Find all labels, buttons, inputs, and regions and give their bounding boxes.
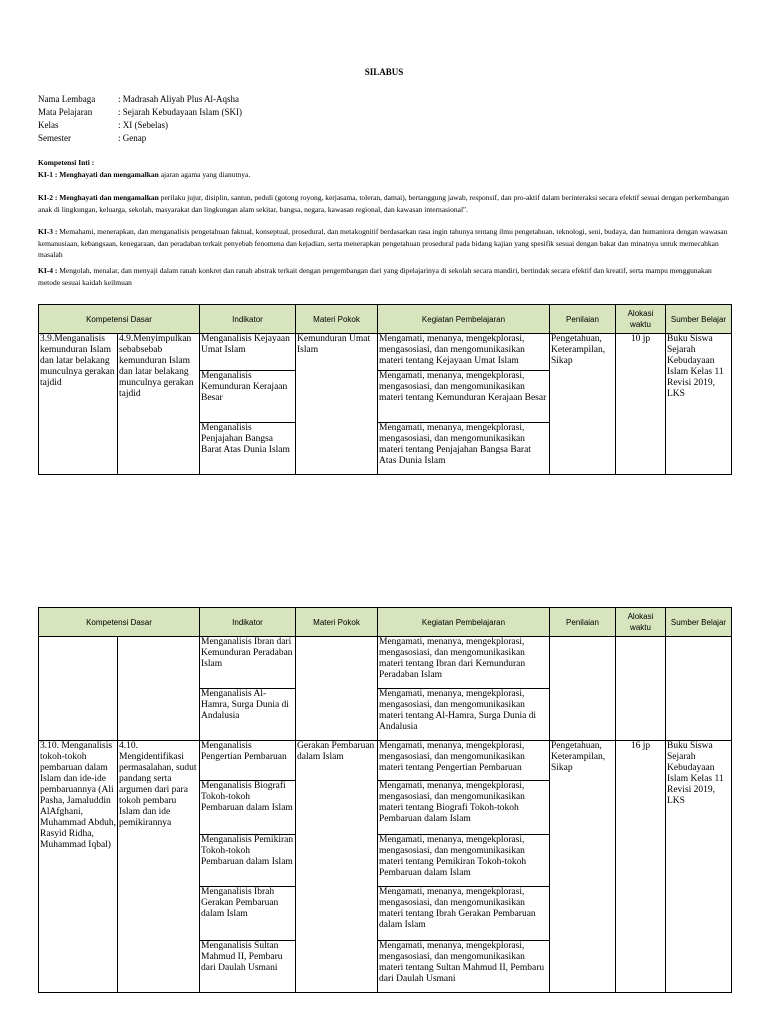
ki-text: perilaku jujur, disiplin, santun, peduli (gotong royong, kerjasama, toleran, damai), bertanggung jawab, responsif, dan pro-aktif dalam berinteraksi secara efektif sesuai dengan perkembangan anak di lingkungan, keluarga, sekolah, masyarakat dan lingkungan alam sekitar, bangsa, negara, kawasan regional, dan kawasan internasional". (38, 193, 729, 214)
header-sumber: Sumber Belajar (666, 608, 732, 637)
kd-4-cell (118, 637, 200, 741)
header-penilaian: Penilaian (550, 608, 616, 637)
kegiatan-cell: Mengamati, menanya, mengekplorasi, mengasosiasi, dan mengomunikasikan materi tentang Kemunduran Kerajaan Besar (378, 371, 550, 423)
kompetensi-inti-section (38, 157, 730, 180)
kegiatan-cell: Mengamati, menanya, mengekplorasi, mengasosiasi, dan mengomunikasikan materi tentang Al-Hamra, Surga Dunia di Andalusia (378, 689, 550, 741)
kegiatan-cell: Mengamati, menanya, mengekplorasi, mengasosiasi, dan mengomunikasikan materi tentang Kejayaan Umat Islam (378, 334, 550, 371)
indikator-cell: Menganalisis Ibrah Gerakan Pembaruan dalam Islam (200, 887, 296, 941)
syllabus-table-2 (38, 607, 732, 993)
table-header-row (39, 305, 732, 334)
identity-block (38, 93, 242, 145)
indikator-cell: Menganalisis Biografi Tokoh-tokoh Pembaruan dalam Islam (200, 781, 296, 835)
info-label: Kelas (38, 120, 59, 130)
sumber-cell: Buku Siswa Sejarah Kebudayaan Islam Kelas 11 Revisi 2019, LKS (666, 741, 732, 993)
kompetensi-inti-heading: Kompetensi Inti : (38, 158, 95, 167)
ki-text: ajaran agama yang dianutnya. (158, 169, 251, 179)
indikator-cell: Menganalisis Pemikiran Tokoh-tokoh Pembaruan dalam Islam (200, 835, 296, 887)
ki-2 (38, 192, 730, 215)
header-kegiatan: Kegiatan Pembelajaran (378, 608, 550, 637)
header-indikator: Indikator (200, 608, 296, 637)
info-value: : Madrasah Aliyah Plus Al-Aqsha (118, 94, 239, 104)
ki-label: KI-1 : Menghayati dan mengamalkan (38, 169, 159, 179)
indikator-cell: Menganalisis Kemunduran Kerajaan Besar (200, 371, 296, 423)
info-label: Nama Lembaga (38, 94, 96, 104)
info-value: : Sejarah Kebudayaan Islam (SKI) (118, 107, 242, 117)
ki-text: Memahami, menerapkan, dan menganalisis pengetahuan faktual, konseptual, prosedural, dan metakognitif berdasarkan rasa ingin tahunya tentang ilmu pengetahuan, teknologi, seni, budaya, dan humaniora dengan wawasan kemanusiaan, kebangsaan, kenegaraan, dan peradaban terkait penyebab fenomena dan kejadian, serta menerapkan pengetahuan prosedural pada bidang kajian yang spesifik sesuai dengan bakat dan minatnya untuk memecahkan masalah (38, 227, 728, 259)
header-kompetensi-dasar: Kompetensi Dasar (39, 608, 200, 637)
indikator-cell: Menganalisis Ibran dari Kemunduran Peradaban Islam (200, 637, 296, 689)
alokasi-cell (616, 637, 666, 741)
info-label: Mata Pelajaran (38, 107, 93, 117)
info-row-lembaga (38, 93, 242, 106)
indikator-cell: Menganalisis Al-Hamra, Surga Dunia di Andalusia (200, 689, 296, 741)
penilaian-cell: Pengetahuan, Keterampilan, Sikap (550, 741, 616, 993)
ki-1 (38, 169, 730, 181)
info-label: Semester (38, 133, 71, 143)
info-value: : Genap (118, 133, 147, 143)
header-kegiatan: Kegiatan Pembelajaran (378, 305, 550, 334)
kegiatan-cell: Mengamati, menanya, mengekplorasi, mengasosiasi, dan mengomunikasikan materi tentang Penjajahan Bangsa Barat Atas Dunia Islam (378, 423, 550, 475)
header-sumber: Sumber Belajar (666, 305, 732, 334)
kegiatan-cell: Mengamati, menanya, mengekplorasi, mengasosiasi, dan mengomunikasikan materi tentang Biografi Tokoh-tokoh Pembaruan dalam Islam (378, 781, 550, 835)
kegiatan-cell: Mengamati, menanya, mengekplorasi, mengasosiasi, dan mengomunikasikan materi tentang Pemikiran Tokoh-tokoh Pembaruan dalam Islam (378, 835, 550, 887)
kegiatan-cell: Mengamati, menanya, mengekplorasi, mengasosiasi, dan mengomunikasikan materi tentang Sultan Mahmud II, Pembaru dari Daulah Usmani (378, 941, 550, 993)
kegiatan-cell: Mengamati, menanya, mengekplorasi, mengasosiasi, dan mengomunikasikan materi tentang Ibrah Gerakan Pembaruan dalam Islam (378, 887, 550, 941)
info-row-semester (38, 132, 242, 145)
header-materi-pokok: Materi Pokok (296, 305, 378, 334)
table-header-row (39, 608, 732, 637)
alokasi-cell: 10 jp (616, 334, 666, 475)
indikator-cell: Menganalisis Penjajahan Bangsa Barat Atas Dunia Islam (200, 423, 296, 475)
kd-3-cell: 3.9.Menganalisis kemunduran Islam dan latar belakang munculnya gerakan tajdid (39, 334, 118, 475)
kd-4-cell: 4.9.Menyimpulkan sebabsebab kemunduran Islam dan latar belakang munculnya gerakan tajdid (118, 334, 200, 475)
document-title: SILABUS (364, 67, 404, 77)
indikator-cell: Menganalisis Pengertian Pembaruan (200, 741, 296, 781)
materi-cell: Gerakan Pembaruan dalam Islam (296, 741, 378, 993)
table-row (39, 334, 732, 371)
materi-cell (296, 637, 378, 741)
kd-3-cell: 3.10. Menganalisis tokoh-tokoh pembaruan dalam Islam dan ide-ide pembaruannya (Ali Pasha, Jamaluddin AlAfghani, Muhammad Abduh, Rasyid Ridha, Muhammad Iqbal) (39, 741, 118, 993)
kd-4-cell: 4.10. Mengidentifikasi permasalahan, sudut pandang serta argumen dari para tokoh pembaru Islam dan ide pemikirannya (118, 741, 200, 993)
penilaian-cell: Pengetahuan, Keterampilan, Sikap (550, 334, 616, 475)
ki-label: KI-4 : (38, 266, 58, 275)
header-indikator: Indikator (200, 305, 296, 334)
indikator-cell: Menganalisis Kejayaan Umat Islam (200, 334, 296, 371)
materi-cell: Kemunduran Umat Islam (296, 334, 378, 475)
indikator-cell: Menganalisis Sultan Mahmud II, Pembaru dari Daulah Usmani (200, 941, 296, 993)
sumber-cell: Buku Siswa Sejarah Kebudayaan Islam Kelas 11 Revisi 2019, LKS (666, 334, 732, 475)
sumber-cell (666, 637, 732, 741)
header-alokasi: Alokasi waktu (616, 608, 666, 637)
kd-3-cell (39, 637, 118, 741)
syllabus-table-1 (38, 304, 732, 475)
kegiatan-cell: Mengamati, menanya, mengekplorasi, mengasosiasi, dan mengomunikasikan materi tentang Ibran dari Kemunduran Peradaban Islam (378, 637, 550, 689)
ki-3 (38, 226, 730, 261)
ki-text: Mengolah, menalar, dan menyaji dalam ranah konkret dan ranah abstrak terkait dengan pengembangan dari yang dipelajarinya di sekolah secara mandiri, bertindak secara efektif dan kreatif, serta mampu menggunakan metode sesuai kaidah keilmuan (38, 266, 712, 287)
header-materi-pokok: Materi Pokok (296, 608, 378, 637)
header-alokasi: Alokasi waktu (616, 305, 666, 334)
table-row (39, 741, 732, 781)
info-row-mapel (38, 106, 242, 119)
ki-label: KI-2 : Menghayati dan mengamalkan (38, 193, 159, 202)
info-value: : XI (Sebelas) (118, 120, 168, 130)
alokasi-cell: 16 jp (616, 741, 666, 993)
kegiatan-cell: Mengamati, menanya, mengekplorasi, mengasosiasi, dan mengomunikasikan materi tentang Pengertian Pembaruan (378, 741, 550, 781)
header-penilaian: Penilaian (550, 305, 616, 334)
penilaian-cell (550, 637, 616, 741)
info-row-kelas (38, 119, 242, 132)
ki-4 (38, 265, 730, 288)
table-row (39, 637, 732, 689)
ki-label: KI-3 : (38, 227, 58, 236)
header-kompetensi-dasar: Kompetensi Dasar (39, 305, 200, 334)
